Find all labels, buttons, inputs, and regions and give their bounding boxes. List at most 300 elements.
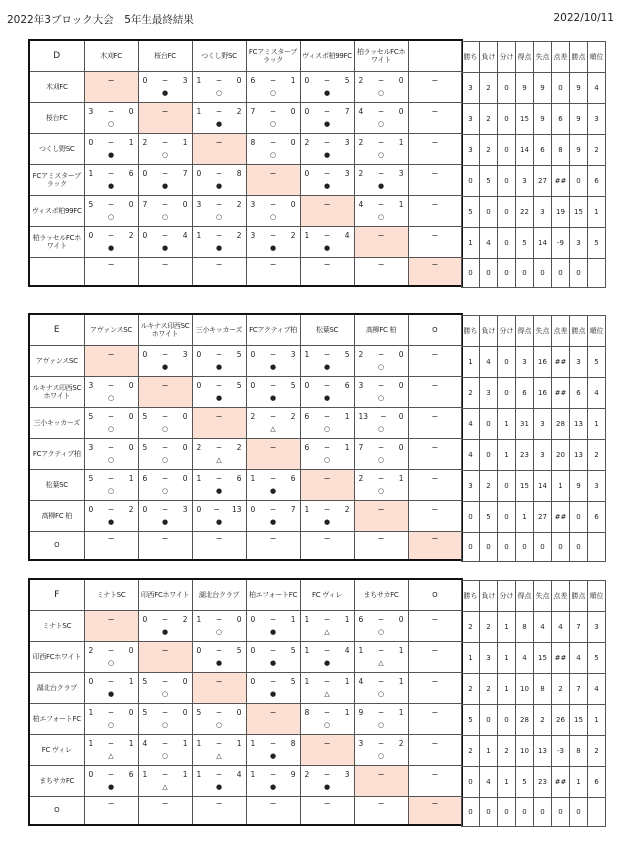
goals-for: 0 [250, 676, 256, 686]
match-result-cell [192, 195, 246, 226]
match-result-cell [408, 71, 462, 102]
goals-for: 6 [142, 473, 148, 483]
goals-for: 5 [142, 676, 148, 686]
match-result-cell [300, 164, 354, 195]
goals-against: 1 [290, 75, 296, 85]
stat-header: 分け [498, 581, 516, 612]
no-match-dash: − [377, 504, 385, 514]
score-separator: − [107, 411, 115, 421]
table-row [462, 533, 606, 562]
no-match-dash: − [323, 473, 331, 483]
result-symbol: ○ [377, 150, 385, 159]
stat-value: 20 [552, 440, 570, 471]
stat-value: 27 [534, 166, 552, 197]
no-match-dash: − [323, 199, 331, 209]
result-symbol: ● [269, 486, 277, 495]
result-symbol: ○ [215, 720, 223, 729]
match-result-cell [354, 734, 408, 765]
goals-for: 0 [304, 168, 310, 178]
no-match-dash: − [431, 75, 439, 85]
stat-value: 0 [498, 502, 516, 533]
goals-against: 0 [128, 707, 134, 717]
goals-against: 1 [128, 738, 134, 748]
score-separator: − [107, 168, 115, 178]
goals-against: 2 [398, 738, 404, 748]
match-result-cell [138, 407, 192, 438]
self-match-cell [246, 703, 300, 734]
result-symbol: △ [324, 627, 330, 636]
stat-value: 0 [498, 197, 516, 228]
match-result-cell [246, 672, 300, 703]
goals-for: 3 [88, 442, 94, 452]
result-symbol: ○ [377, 689, 385, 698]
score-separator: − [107, 769, 115, 779]
result-symbol: ● [215, 486, 223, 495]
goals-against: 0 [128, 411, 134, 421]
stat-value: ## [552, 643, 570, 674]
score-separator: − [107, 504, 115, 514]
goals-against: 0 [398, 411, 404, 421]
stat-header: 負け [480, 42, 498, 73]
match-result-cell [84, 641, 138, 672]
no-match-dash: − [161, 260, 169, 270]
stat-value: 5 [588, 228, 606, 259]
result-symbol: ● [161, 362, 169, 371]
result-symbol: ● [215, 362, 223, 371]
score-separator: − [269, 380, 277, 390]
score-separator: − [161, 707, 169, 717]
result-symbol: △ [324, 689, 330, 698]
stat-value: 3 [462, 104, 480, 135]
no-match-dash: − [215, 534, 223, 544]
stat-value: 8 [516, 612, 534, 643]
stat-value: 0 [552, 259, 570, 288]
match-result-cell [84, 102, 138, 133]
team-column-header: 柏ラッセルFCホワイト [354, 40, 408, 71]
match-result-cell [246, 133, 300, 164]
goals-for: 6 [304, 442, 310, 452]
goals-against: 1 [344, 411, 350, 421]
stat-value: 31 [516, 409, 534, 440]
result-symbol: ● [215, 658, 223, 667]
stat-header: 点差 [552, 42, 570, 73]
stat-value: 0 [552, 533, 570, 562]
team-column-header: ルキナス印西SCホワイト [138, 314, 192, 345]
goals-against: 0 [182, 442, 188, 452]
match-result-cell [246, 257, 300, 286]
stat-value: 0 [534, 533, 552, 562]
goals-against: 5 [290, 380, 296, 390]
goals-for: 1 [196, 106, 202, 116]
score-separator: − [323, 645, 331, 655]
stat-value: 0 [480, 798, 498, 827]
stat-header: 分け [498, 316, 516, 347]
score-separator: − [215, 230, 223, 240]
result-symbol: ● [323, 243, 331, 252]
goals-against: 5 [344, 349, 350, 359]
goals-against: 2 [236, 442, 242, 452]
match-result-cell [84, 531, 138, 560]
score-separator: − [215, 75, 223, 85]
goals-for: 2 [358, 473, 364, 483]
score-separator: − [161, 614, 169, 624]
match-result-cell [300, 438, 354, 469]
result-symbol: ● [215, 243, 223, 252]
result-symbol: ● [269, 689, 277, 698]
stat-value: 1 [498, 643, 516, 674]
stat-value: 2 [480, 135, 498, 166]
no-match-dash: − [107, 349, 115, 359]
no-match-dash: − [431, 799, 439, 809]
result-symbol: ● [323, 517, 331, 526]
stat-value [588, 259, 606, 288]
team-column-header: O [408, 579, 462, 610]
stat-value: 14 [516, 135, 534, 166]
goals-for: 0 [88, 230, 94, 240]
result-symbol: ● [323, 362, 331, 371]
match-result-cell [246, 407, 300, 438]
goals-against: 0 [398, 106, 404, 116]
match-result-cell [192, 765, 246, 796]
stat-value: 3 [570, 228, 588, 259]
standings-table [461, 580, 606, 827]
score-separator: − [107, 380, 115, 390]
goals-for: 1 [250, 738, 256, 748]
match-result-cell [192, 796, 246, 825]
no-match-dash: − [431, 380, 439, 390]
goals-for: 0 [196, 380, 202, 390]
stat-value: 5 [480, 502, 498, 533]
match-result-cell [408, 469, 462, 500]
match-result-cell [84, 133, 138, 164]
result-symbol: ● [107, 243, 115, 252]
stat-value: 19 [552, 197, 570, 228]
result-symbol: ○ [107, 486, 115, 495]
goals-for: 0 [88, 769, 94, 779]
team-column-header: 高柳FC 柏 [354, 314, 408, 345]
score-separator: − [161, 137, 169, 147]
self-match-cell [354, 226, 408, 257]
result-symbol: ○ [107, 720, 115, 729]
goals-for: 1 [304, 645, 310, 655]
result-symbol: ○ [161, 689, 169, 698]
goals-for: 6 [250, 75, 256, 85]
result-symbol: ○ [377, 455, 385, 464]
match-result-cell [84, 703, 138, 734]
goals-against: 7 [290, 504, 296, 514]
stat-value: ## [552, 378, 570, 409]
goals-against: 4 [182, 230, 188, 240]
stat-value: 15 [516, 471, 534, 502]
stat-value: 0 [480, 259, 498, 288]
table-row [29, 195, 462, 226]
match-result-cell [300, 703, 354, 734]
goals-against: 0 [398, 442, 404, 452]
result-symbol: △ [216, 455, 222, 464]
stat-value: 5 [480, 166, 498, 197]
match-result-cell [408, 734, 462, 765]
goals-for: 2 [358, 349, 364, 359]
report-date: 2022/10/11 [553, 12, 614, 24]
stat-value: 1 [462, 643, 480, 674]
no-match-dash: − [161, 106, 169, 116]
result-symbol: ○ [323, 720, 331, 729]
match-result-cell [84, 672, 138, 703]
result-symbol: ○ [161, 455, 169, 464]
score-separator: − [323, 769, 331, 779]
team-row-name: まちサカFC [29, 765, 84, 796]
no-match-dash: − [431, 769, 439, 779]
stat-value: 4 [588, 674, 606, 705]
group-name: D [29, 40, 84, 71]
goals-against: 13 [231, 504, 242, 514]
score-separator: − [377, 676, 385, 686]
team-column-header: FC ヴィレ [300, 579, 354, 610]
self-match-cell [84, 610, 138, 641]
goals-for: 8 [250, 137, 256, 147]
goals-against: 8 [290, 738, 296, 748]
match-result-cell [192, 703, 246, 734]
goals-for: 7 [142, 199, 148, 209]
goals-for: 1 [304, 676, 310, 686]
no-match-dash: − [107, 534, 115, 544]
stat-value: 1 [588, 705, 606, 736]
goals-against: 1 [398, 707, 404, 717]
result-symbol: ● [107, 517, 115, 526]
goals-for: 1 [196, 769, 202, 779]
result-symbol: ○ [161, 424, 169, 433]
table-row [29, 133, 462, 164]
stat-value: ## [552, 767, 570, 798]
stat-value: 13 [570, 440, 588, 471]
goals-for: 2 [358, 137, 364, 147]
table-row [462, 502, 606, 533]
goals-against: 0 [236, 707, 242, 717]
goals-for: 1 [196, 738, 202, 748]
stat-value: 0 [516, 533, 534, 562]
goals-against: 3 [344, 168, 350, 178]
score-separator: − [107, 707, 115, 717]
self-match-cell [192, 407, 246, 438]
score-separator: − [377, 614, 385, 624]
goals-for: 1 [196, 614, 202, 624]
score-separator: − [215, 614, 223, 624]
stat-value: 0 [480, 197, 498, 228]
no-match-dash: − [161, 645, 169, 655]
goals-against: 5 [290, 676, 296, 686]
score-separator: − [323, 411, 331, 421]
goals-against: 0 [290, 137, 296, 147]
score-separator: − [161, 168, 169, 178]
table-row [462, 259, 606, 288]
stat-header: 得点 [516, 316, 534, 347]
goals-for: 2 [88, 645, 94, 655]
table-row [462, 166, 606, 197]
result-symbol: ○ [161, 720, 169, 729]
stat-value: 3 [480, 378, 498, 409]
no-match-dash: − [269, 799, 277, 809]
stat-value: 0 [498, 135, 516, 166]
match-result-cell [408, 376, 462, 407]
team-column-header: まちサカFC [354, 579, 408, 610]
match-result-cell [408, 407, 462, 438]
team-row-name: 柏エフォートFC [29, 703, 84, 734]
goals-against: 1 [290, 614, 296, 624]
table-row [29, 345, 462, 376]
result-symbol: ● [323, 658, 331, 667]
goals-for: 5 [142, 707, 148, 717]
goals-against: 2 [236, 106, 242, 116]
score-separator: − [107, 738, 115, 748]
stat-value: 0 [498, 378, 516, 409]
no-match-dash: − [431, 442, 439, 452]
match-result-cell [300, 765, 354, 796]
goals-against: 6 [128, 769, 134, 779]
goals-for: 0 [250, 380, 256, 390]
team-row-name: FCアミスターブラック [29, 164, 84, 195]
no-match-dash: − [269, 442, 277, 452]
stat-value: 2 [480, 471, 498, 502]
result-symbol: ● [323, 88, 331, 97]
stat-value: 22 [516, 197, 534, 228]
stat-value: 6 [588, 166, 606, 197]
stat-value: 14 [534, 471, 552, 502]
result-symbol: ● [269, 782, 277, 791]
goals-against: 0 [182, 199, 188, 209]
match-result-cell [84, 438, 138, 469]
score-separator: − [377, 707, 385, 717]
stat-header: 勝ち [462, 316, 480, 347]
result-symbol: ○ [269, 88, 277, 97]
match-result-cell [192, 345, 246, 376]
no-match-dash: − [161, 799, 169, 809]
stat-value: 13 [570, 409, 588, 440]
score-separator: − [215, 442, 223, 452]
stat-value: 9 [570, 73, 588, 104]
match-result-cell [84, 469, 138, 500]
score-separator: − [323, 614, 331, 624]
stat-value: ## [552, 166, 570, 197]
stat-value: ## [552, 347, 570, 378]
score-separator: − [269, 645, 277, 655]
score-separator: − [215, 707, 223, 717]
match-result-cell [246, 195, 300, 226]
result-symbol: ○ [377, 627, 385, 636]
stat-value: 3 [534, 197, 552, 228]
self-match-cell [408, 257, 462, 286]
table-row [462, 471, 606, 502]
result-symbol: ● [161, 627, 169, 636]
result-symbol: ● [161, 181, 169, 190]
goals-for: 0 [250, 614, 256, 624]
score-separator: − [323, 106, 331, 116]
result-symbol: ● [161, 517, 169, 526]
team-row-name: 木刈FC [29, 71, 84, 102]
goals-for: 0 [142, 230, 148, 240]
team-column-header [408, 40, 462, 71]
match-result-cell [300, 641, 354, 672]
stat-value: 15 [534, 643, 552, 674]
team-row-name: ヴィスポ柏99FC [29, 195, 84, 226]
stat-value: 3 [588, 471, 606, 502]
goals-against: 0 [128, 106, 134, 116]
match-result-cell [246, 641, 300, 672]
stat-value: 1 [480, 736, 498, 767]
goals-against: 7 [344, 106, 350, 116]
match-result-cell [300, 610, 354, 641]
result-symbol: ○ [161, 212, 169, 221]
no-match-dash: − [215, 137, 223, 147]
goals-for: 4 [358, 106, 364, 116]
goals-for: 4 [142, 738, 148, 748]
goals-for: 1 [196, 473, 202, 483]
stat-value: 0 [462, 502, 480, 533]
match-result-cell [246, 765, 300, 796]
table-row [29, 500, 462, 531]
match-result-cell [84, 257, 138, 286]
goals-for: 5 [142, 442, 148, 452]
score-separator: − [215, 106, 223, 116]
goals-against: 0 [128, 442, 134, 452]
stat-value: 10 [516, 736, 534, 767]
goals-against: 6 [344, 380, 350, 390]
match-result-cell [138, 610, 192, 641]
match-result-cell [138, 672, 192, 703]
goals-for: 5 [88, 473, 94, 483]
team-row-name: 高柳FC 柏 [29, 500, 84, 531]
team-row-name: 松葉SC [29, 469, 84, 500]
match-result-cell [300, 257, 354, 286]
stat-value: 2 [588, 736, 606, 767]
stat-value: 5 [462, 197, 480, 228]
score-separator: − [161, 473, 169, 483]
stat-value: 13 [534, 736, 552, 767]
no-match-dash: − [323, 799, 331, 809]
goals-against: 1 [344, 707, 350, 717]
goals-for: 1 [304, 349, 310, 359]
goals-against: 5 [290, 645, 296, 655]
score-separator: − [215, 738, 223, 748]
match-result-cell [246, 734, 300, 765]
table-row [29, 610, 462, 641]
match-result-cell [138, 226, 192, 257]
table-row [29, 164, 462, 195]
goals-for: 6 [304, 411, 310, 421]
team-column-header: FCアミスターブラック [246, 40, 300, 71]
stat-value: 28 [552, 409, 570, 440]
result-symbol: ○ [215, 627, 223, 636]
table-row [462, 798, 606, 827]
score-separator: − [161, 676, 169, 686]
match-result-cell [300, 102, 354, 133]
stat-value: 1 [498, 612, 516, 643]
goals-against: 1 [182, 769, 188, 779]
team-column-header: 桜台FC [138, 40, 192, 71]
result-symbol: ● [323, 181, 331, 190]
stat-value: 0 [570, 259, 588, 288]
table-row [462, 347, 606, 378]
stat-value: 4 [588, 378, 606, 409]
match-result-cell [192, 610, 246, 641]
table-row [29, 226, 462, 257]
stat-value: 5 [462, 705, 480, 736]
no-match-dash: − [431, 168, 439, 178]
stat-value: 0 [498, 259, 516, 288]
match-result-cell [354, 469, 408, 500]
stat-value: 0 [480, 409, 498, 440]
match-result-cell [408, 672, 462, 703]
match-result-cell [84, 407, 138, 438]
